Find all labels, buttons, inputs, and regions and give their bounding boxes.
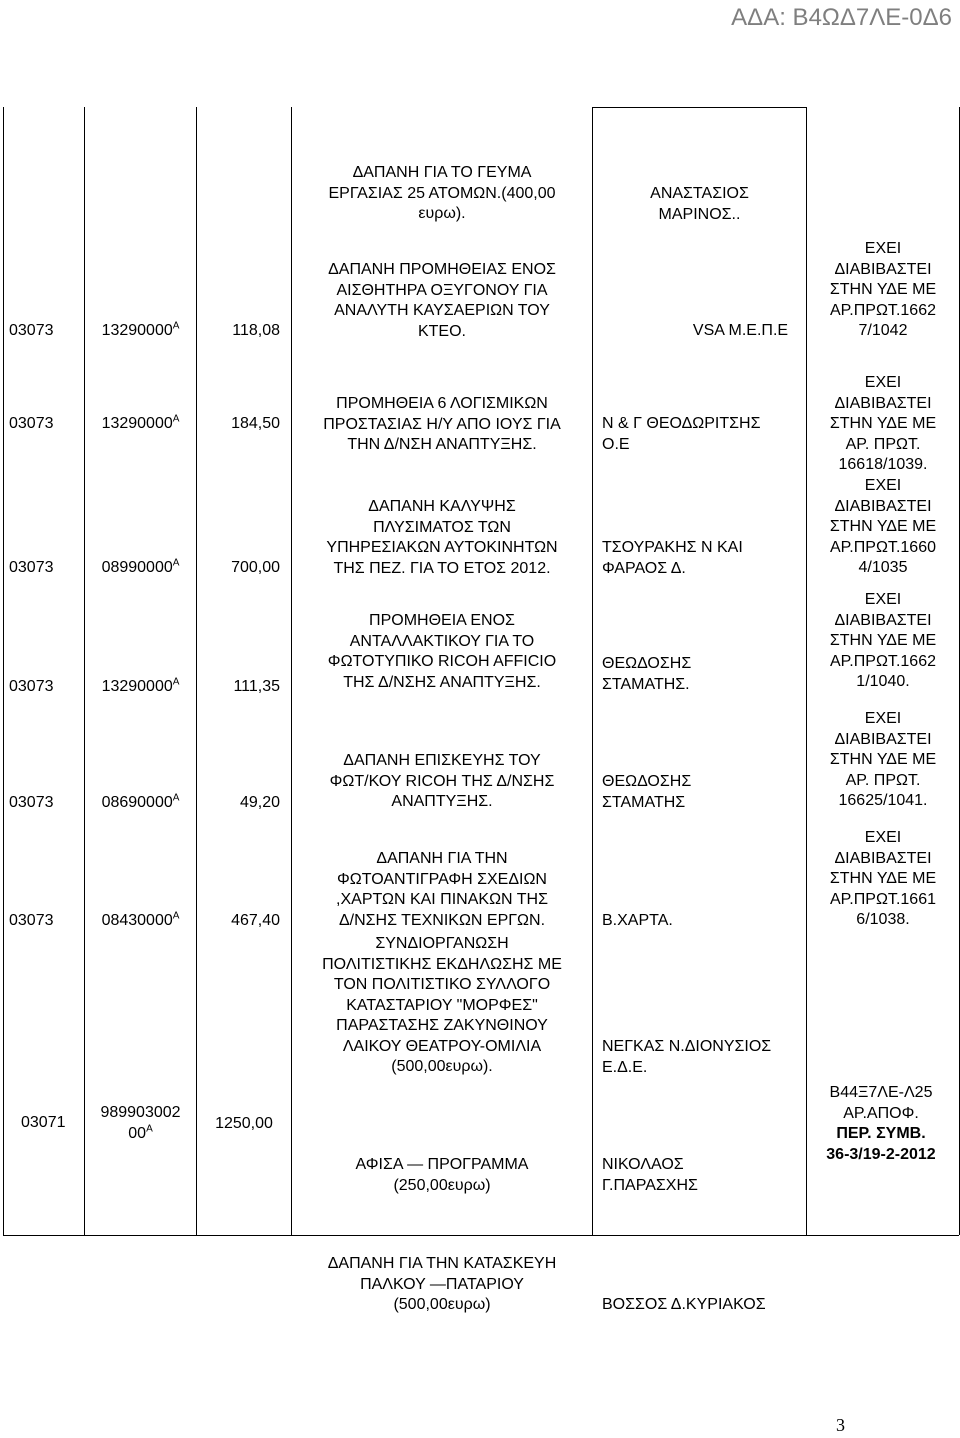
- row-5-supplier: ΘΕΩΔΟΣΗΣ ΣΤΑΜΑΤΗΣ.: [602, 655, 692, 693]
- row-3-supplier: Ν & Γ ΘΕΟΔΩΡΙΤΣΗΣ Ο.Ε: [602, 415, 761, 453]
- row-8-code: 989903002 $00^A$: [100, 1104, 181, 1142]
- row-6-kae: 03073: [9, 794, 54, 811]
- grid-line: [592, 107, 806, 108]
- row-4-supplier: ΤΣΟΥΡΑΚΗΣ Ν ΚΑΙ ΦΑΡΑΟΣ Δ.: [602, 539, 743, 577]
- row-6-amount: 49,20: [239, 794, 280, 811]
- row-8-item-3-supplier: ΒΟΣΣΟΣ Δ.ΚΥΡΙΑΚΟΣ: [602, 1296, 766, 1313]
- row-7-note: ΕΧΕΙ ΔΙΑΒΙΒΑΣΤΕΙ ΣΤΗΝ ΥΔΕ ΜΕ ΑΡ.ΠΡΩΤ.1661 6/1038.: [829, 829, 937, 928]
- row-6-description: ΔΑΠΑΝΗ ΕΠΙΣΚΕΥΗΣ ΤΟΥ ΦΩΤ/ΚΟΥ RICOH ΤΗΣ Δ/ΝΣΗΣ ΑΝΑΠΤΥΞΗΣ.: [329, 752, 555, 810]
- row-8-item-2-description: ΑΦΙΣΑ — ΠΡΟΓΡΑΜΜΑ (250,00ευρω): [355, 1156, 529, 1194]
- row-8-amount: 1250,00: [215, 1115, 273, 1132]
- row-2-code: $13290000^A$: [101, 320, 180, 339]
- row-1-description: ΔΑΠΑΝΗ ΓΙΑ ΤΟ ΓΕΥΜΑ ΕΡΓΑΣΙΑΣ 25 ΑΤΟΜΩΝ.(400,00 ευρω).: [328, 164, 556, 222]
- row-5-code: $13290000^A$: [101, 676, 180, 695]
- ada-header: ΑΔΑ: Β4ΩΔ7ΛΕ-0Δ6: [731, 4, 952, 31]
- row-7-kae: 03073: [9, 912, 54, 929]
- row-5-note: ΕΧΕΙ ΔΙΑΒΙΒΑΣΤΕΙ ΣΤΗΝ ΥΔΕ ΜΕ ΑΡ.ΠΡΩΤ.1662 1/1040.: [829, 591, 937, 690]
- row-8-item-1-description: ΣΥΝΔΙΟΡΓΑΝΩΣΗ ΠΟΛΙΤΙΣΤΙΚΗΣ ΕΚΔΗΛΩΣΗΣ ΜΕ ΤΟΝ ΠΟΛΙΤΙΣΤΙΚΟ ΣΥΛΛΟΓΟ ΚΑΤΑΣΤΑΡΙΟΥ "ΜΟΡΦΕΣ" ΠΑΡΑΣΤΑΣΗΣ ΖΑΚΥΝΘΙΝΟΥ ΛΑΙΚΟΥ ΘΕΑΤΡΟΥ-ΟΜΙΛΙΑ (500,00ευρω).: [322, 935, 562, 1075]
- row-3-note: ΕΧΕΙ ΔΙΑΒΙΒΑΣΤΕΙ ΣΤΗΝ ΥΔΕ ΜΕ ΑΡ. ΠΡΩΤ. 16618/1039.: [829, 374, 937, 473]
- row-3-code: $13290000^A$: [101, 413, 180, 432]
- row-5-kae: 03073: [9, 678, 54, 695]
- row-7-description: ΔΑΠΑΝΗ ΓΙΑ ΤΗΝ ΦΩΤΟΑΝΤΙΓΡΑΦΗ ΣΧΕΔΙΩΝ ,ΧΑΡΤΩΝ ΚΑΙ ΠΙΝΑΚΩΝ ΤΗΣ Δ/ΝΣΗΣ ΤΕΧΝΙΚΩΝ ΕΡΓΩΝ.: [336, 850, 548, 929]
- row-7-amount: 467,40: [231, 912, 280, 929]
- row-5-description: ΠΡΟΜΗΘΕΙΑ ΕΝΟΣ ΑΝΤΑΛΛΑΚΤΙΚΟΥ ΓΙΑ ΤΟ ΦΩΤΟΤΥΠΙΚΟ RICOH AFFICIO ΤΗΣ Δ/ΝΣΗΣ ΑΝΑΠΤΥΞΗΣ.: [327, 612, 557, 691]
- row-4-description: ΔΑΠΑΝΗ ΚΑΛΥΨΗΣ ΠΛΥΣΙΜΑΤΟΣ ΤΩΝ ΥΠΗΡΕΣΙΑΚΩΝ ΑΥΤΟΚΙΝΗΤΩΝ ΤΗΣ ΠΕΖ. ΓΙΑ ΤΟ ΕΤΟΣ 2012.: [326, 498, 558, 577]
- row-4-note: ΕΧΕΙ ΔΙΑΒΙΒΑΣΤΕΙ ΣΤΗΝ ΥΔΕ ΜΕ ΑΡ.ΠΡΩΤ.1660 4/1035: [829, 477, 937, 576]
- row-3-description: ΠΡΟΜΗΘΕΙΑ 6 ΛΟΓΙΣΜΙΚΩΝ ΠΡΟΣΤΑΣΙΑΣ Η/Υ ΑΠΟ ΙΟΥΣ ΓΙΑ ΤΗΝ Δ/ΝΣΗ ΑΝΑΠΤΥΞΗΣ.: [323, 395, 561, 453]
- grid-line: [3, 107, 4, 1235]
- row-7-code: $08430000^A$: [101, 910, 180, 929]
- row-8-kae: 03071: [21, 1114, 66, 1131]
- row-8-item-1-supplier: ΝΕΓΚΑΣ Ν.ΔΙΟΝΥΣΙΟΣ Ε.Δ.Ε.: [602, 1038, 772, 1076]
- row-8-note: Β44Ξ7ΛΕ-Λ25 ΑΡ.ΑΠΟΦ. ΠΕΡ. ΣΥΜΒ. 36-3/19-2-2012: [826, 1084, 936, 1163]
- row-6-note: ΕΧΕΙ ΔΙΑΒΙΒΑΣΤΕΙ ΣΤΗΝ ΥΔΕ ΜΕ ΑΡ. ΠΡΩΤ. 16625/1041.: [829, 710, 937, 809]
- row-8-item-2-supplier: ΝΙΚΟΛΑΟΣ Γ.ΠΑΡΑΣΧΗΣ: [602, 1156, 698, 1194]
- row-7-supplier: Β.ΧΑΡΤΑ.: [602, 912, 673, 929]
- row-2-note: ΕΧΕΙ ΔΙΑΒΙΒΑΣΤΕΙ ΣΤΗΝ ΥΔΕ ΜΕ ΑΡ.ΠΡΩΤ.1662 7/1042: [829, 240, 937, 339]
- row-5-amount: 111,35: [233, 678, 280, 695]
- grid-line: [196, 107, 197, 1235]
- grid-line: [592, 107, 593, 1235]
- row-2-kae: 03073: [9, 322, 54, 339]
- row-4-kae: 03073: [9, 559, 54, 576]
- grid-line: [3, 1235, 959, 1236]
- row-6-code: $08690000^A$: [101, 792, 180, 811]
- page-number: 3: [836, 1415, 845, 1435]
- row-1-supplier: ΑΝΑΣΤΑΣΙΟΣ ΜΑΡΙΝΟΣ..: [650, 185, 749, 223]
- row-3-kae: 03073: [9, 415, 54, 432]
- row-8-item-3-description: ΔΑΠΑΝΗ ΓΙΑ ΤΗΝ ΚΑΤΑΣΚΕΥΗ ΠΑΛΚΟΥ —ΠΑΤΑΡΙΟΥ (500,00ευρω): [327, 1255, 557, 1313]
- row-2-amount: 118,08: [232, 322, 280, 339]
- row-2-description: ΔΑΠΑΝΗ ΠΡΟΜΗΘΕΙΑΣ ΕΝΟΣ ΑΙΣΘΗΤΗΡΑ ΟΞΥΓΟΝΟΥ ΓΙΑ ΑΝΑΛΥΤΗ ΚΑΥΣΑΕΡΙΩΝ ΤΟΥ ΚΤΕΟ.: [328, 261, 556, 340]
- row-3-amount: 184,50: [231, 415, 280, 432]
- grid-line: [84, 107, 85, 1235]
- row-6-supplier: ΘΕΩΔΟΣΗΣ ΣΤΑΜΑΤΗΣ: [602, 773, 692, 811]
- row-4-amount: 700,00: [231, 559, 280, 576]
- row-4-code: $08990000^A$: [101, 557, 180, 576]
- row-2-supplier: VSA Μ.Ε.Π.Ε: [692, 322, 789, 339]
